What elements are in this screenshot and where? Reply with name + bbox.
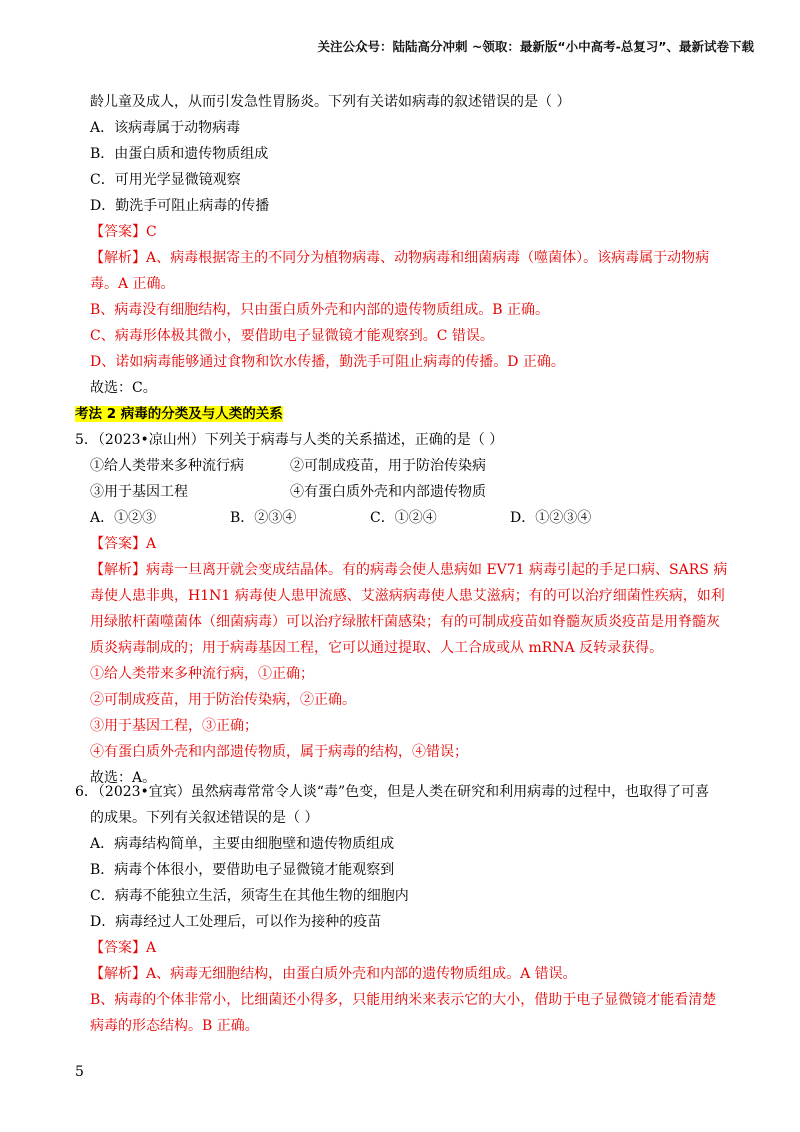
q6-option-c: C．病毒不能独立生活，须寄生在其他生物的细胞内 bbox=[90, 888, 409, 904]
q4-answer: 【答案】C bbox=[90, 224, 157, 240]
q5-answer: 【答案】A bbox=[90, 536, 157, 552]
section-title-wrap bbox=[75, 404, 283, 424]
q6-analysis-line: 【解析】A、病毒无细胞结构，由蛋白质外壳和内部的遗传物质组成。A 错误。 bbox=[90, 966, 577, 982]
q4-analysis-line: 毒。A 正确。 bbox=[90, 276, 175, 292]
q5-analysis-line: ①给人类带来多种流行病，①正确； bbox=[90, 666, 314, 682]
q5-option-b: B．②③④ bbox=[230, 510, 297, 526]
q6-answer: 【答案】A bbox=[90, 940, 157, 956]
q5-item-4: ④有蛋白质外壳和内部遗传物质 bbox=[290, 484, 486, 500]
q6-analysis-line: 病毒的形态结构。B 正确。 bbox=[90, 1018, 259, 1034]
q4-conclusion: 故选：C。 bbox=[90, 380, 157, 396]
q4-analysis-line: D、诺如病毒能够通过食物和饮水传播，勤洗手可阻止病毒的传播。D 正确。 bbox=[90, 354, 565, 370]
q5-conclusion: 故选：A。 bbox=[90, 770, 157, 786]
q4-analysis-line: C、病毒形体极其微小，要借助电子显微镜才能观察到。C 错误。 bbox=[90, 328, 494, 344]
q6-stem-line2: 的成果。下列有关叙述错误的是（ ） bbox=[90, 810, 319, 826]
page-number: 5 bbox=[75, 1064, 84, 1080]
q6-option-d: D．病毒经过人工处理后，可以作为接种的疫苗 bbox=[90, 914, 382, 930]
page-header: 关注公众号：陆陆高分冲刺 ~领取：最新版“小中高考-总复习”、最新试卷下载 bbox=[317, 39, 754, 54]
q5-item-2: ②可制成疫苗，用于防治传染病 bbox=[290, 458, 486, 474]
q4-analysis-line: B、病毒没有细胞结构，只由蛋白质外壳和内部的遗传物质组成。B 正确。 bbox=[90, 302, 550, 318]
q5-analysis-line: ②可制成疫苗，用于防治传染病，②正确。 bbox=[90, 692, 356, 708]
q5-analysis-line: 质炎病毒制成的；用于病毒基因工程，它可以通过提取、人工合成或从 mRNA 反转录获得。 bbox=[90, 640, 664, 656]
q4-option-b: B．由蛋白质和遗传物质组成 bbox=[90, 146, 269, 162]
q5-analysis-line: 毒使人患非典，H1N1 病毒使人患甲流感、艾滋病病毒使人患艾滋病；有的可以治疗细菌性疾病，如利 bbox=[90, 588, 725, 604]
q5-item-3: ③用于基因工程 bbox=[90, 484, 188, 500]
q4-option-a: A．该病毒属于动物病毒 bbox=[90, 120, 241, 136]
section-title: 考法 2 病毒的分类及与人类的关系 bbox=[75, 406, 283, 422]
q6-analysis-line: B、病毒的个体非常小，比细菌还小得多，只能用纳米来表示它的大小，借助于电子显微镜才能看清楚 bbox=[90, 992, 717, 1008]
q5-analysis-line: 用绿脓杆菌噬菌体（细菌病毒）可以治疗绿脓杆菌感染；有的可制成疫苗如脊髓灰质炎疫苗是用脊髓灰 bbox=[90, 614, 720, 630]
q4-analysis-line: 【解析】A、病毒根据寄主的不同分为植物病毒、动物病毒和细菌病毒（噬菌体）。该病毒属于动物病 bbox=[90, 250, 710, 266]
q5-analysis-line: ④有蛋白质外壳和内部遗传物质，属于病毒的结构，④错误； bbox=[90, 744, 468, 760]
q5-stem: 5．（2023•凉山州）下列关于病毒与人类的关系描述，正确的是（ ） bbox=[75, 432, 504, 448]
q6-option-b: B．病毒个体很小，要借助电子显微镜才能观察到 bbox=[90, 862, 395, 878]
q6-stem-line1: 6．（2023•宜宾）虽然病毒常常令人谈“毒”色变，但是人类在研究和利用病毒的过程中，也取得了可喜 bbox=[75, 784, 710, 800]
q5-analysis-line: 【解析】病毒一旦离开就会变成结晶体。有的病毒会使人患病如 EV71 病毒引起的手足口病、SARS 病 bbox=[90, 562, 728, 578]
q5-option-a: A．①②③ bbox=[90, 510, 157, 526]
q4-stem-tail: 龄儿童及成人，从而引发急性胃肠炎。下列有关诺如病毒的叙述错误的是（ ） bbox=[90, 94, 571, 110]
q6-option-a: A．病毒结构简单，主要由细胞壁和遗传物质组成 bbox=[90, 836, 395, 852]
q5-option-d: D．①②③④ bbox=[510, 510, 592, 526]
q4-option-c: C．可用光学显微镜观察 bbox=[90, 172, 241, 188]
q5-option-c: C．①②④ bbox=[370, 510, 437, 526]
q5-analysis-line: ③用于基因工程，③正确； bbox=[90, 718, 258, 734]
q5-item-1: ①给人类带来多种流行病 bbox=[90, 458, 244, 474]
q4-option-d: D．勤洗手可阻止病毒的传播 bbox=[90, 198, 270, 214]
